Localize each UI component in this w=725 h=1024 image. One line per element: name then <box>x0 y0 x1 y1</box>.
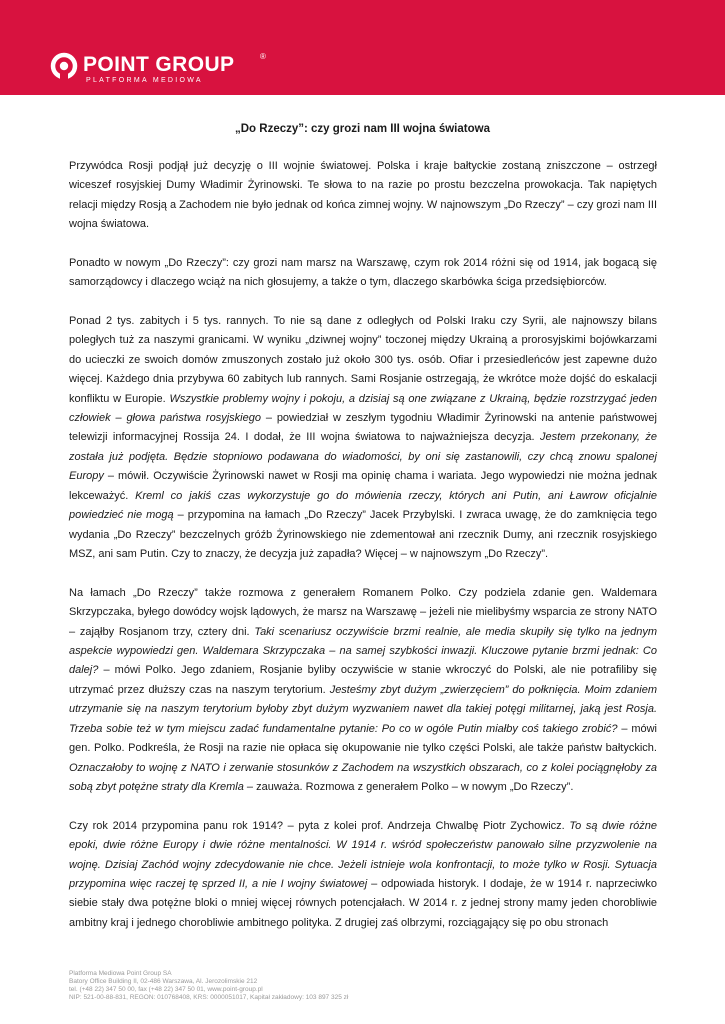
body-text-run: – mówi Polko. Jego zdaniem, Rosjanie byliby oczywiście w stanie wkroczyć do Polski, ale nie potrafiliby się utrzymać przez dłuższy czas na naszym terytorium. <box>69 664 657 696</box>
brand-logo[interactable] <box>50 52 280 94</box>
body-text-run: – przypomina na łamach „Do Rzeczy” Jacek Przybylski. I zwraca uwagę, że do zamknięcia tego wydania „Do Rzeczy” bezczelnych gróźb Żyrinowskiego nie zdementował ani rzecznik Dumy, ani rzecznik rosyjskiego MSZ, ani sam Putin. Czy to znaczy, że decyzja już zapadła? Więcej – w najnowszym „Do Rzeczy”. <box>69 509 657 561</box>
body-text-run: – odpowiada historyk. I dodaje, że w 1914 r. naprzeciwko siebie stały dwa potężne bloki o mniej więcej równych potencjałach. W 2014 r. z jednej strony mamy jeden chorobliwie ambitny kraj i jednego chorobliwie ambitnego polityka. Z drugiej zaś olbrzymi, rozciągający się po obu stronach <box>69 877 657 929</box>
body-text-run: – mówi gen. Polko. Podkreśla, że Rosji na razie nie opłaca się okupowanie nie tylko części Polski, ale także państw bałtyckich. <box>69 722 657 755</box>
point-group-ring-logo-icon <box>50 52 80 82</box>
body-text-run: Na łamach „Do Rzeczy” także rozmowa z generałem Romanem Polko. Czy podziela zdanie gen. Waldemara Skrzypczaka, byłego dowódcy wojsk lądowych, że marsz na Warszawę – jeżeli nie mielibyśmy wsparcia ze strony NATO – zająłby Rosjanom trzy, cztery dni. <box>69 586 657 638</box>
brand-tagline: PLATFORMA MEDIOWA <box>86 77 203 84</box>
brand-name: POINT GROUP <box>83 53 235 76</box>
body-text-run: – mówił. Oczywiście Żyrinowski nawet w Rosji ma opinię chama i wariata. Jego wypowiedzi nie można jednak lekceważyć. <box>69 470 657 502</box>
quote-text: Taki scenariusz oczywiście brzmi realnie, ale media skupiły się tylko na jednym aspekcie wypowiedzi gen. Waldemara Skrzypczaka – na samej szybkości inwazji. Kluczowe pytanie brzmi jednak: Co dalej? <box>69 625 658 677</box>
body-text-run: Czy rok 2014 przypomina panu rok 1914? – pyta z kolei prof. Andrzeja Chwalbę Piotr Zychowicz. <box>69 819 570 832</box>
quote-text: Jesteśmy zbyt dużym „zwierzęciem” do połknięcia. Moim zdaniem utrzymanie się na naszym terytorium byłoby zbyt dużym wyzwaniem nawet dla takiej potęgi militarnej, jaką jest Rosja. Trzeba sobie też w tym miejscu zadać fundamentalne pytanie: Po co w ogóle Putin miałby coś takiego zrobić? <box>69 683 658 735</box>
article-body <box>69 157 657 952</box>
quote-text: Kreml co jakiś czas wykorzystuje go do mówienia rzeczy, których ani Putin, ani Ławrow oficjalnie powiedzieć nie mogą <box>69 489 657 522</box>
quote-text: Oznaczałoby to wojnę z NATO i zerwanie stosunków z Zachodem na wszystkich obszarach, co z kolei pociągnęłoby za sobą zbyt potężne straty dla Kremla <box>69 761 657 794</box>
company-footer <box>69 970 669 1002</box>
footer-registration: NIP: 521-00-88-831, REGON: 010768408, KRS: 0000051017, Kapitał zakładowy: 103 897 325 zł <box>69 994 349 1001</box>
quote-text: Wszystkie problemy wojny i pokoju, a dzisiaj są one związane z Ukrainą, będzie rozstrzygać jeden człowiek – głowa państwa rosyjskiego <box>69 392 658 424</box>
footer-company-name: Platforma Mediowa Point Group SA <box>69 970 172 977</box>
header-banner <box>0 0 725 95</box>
body-text-run: – zauważa. Rozmowa z generałem Polko – w nowym „Do Rzeczy”. <box>243 781 574 794</box>
quote-text: Jestem przekonany, że została już podjęta. Będzie stopniowo podawana do wiadomości, by oni się zastanowili, czy chcą znowu spalonej Europy <box>69 431 657 483</box>
footer-address: Batory Office Building II, 02-486 Warszawa, Al. Jerozolimskie 212 <box>69 978 258 985</box>
paragraph-5 <box>69 817 657 934</box>
registered-mark: ® <box>260 52 266 61</box>
paragraph-3 <box>69 312 657 565</box>
article-title: „Do Rzeczy”: czy grozi nam III wojna światowa <box>235 123 490 135</box>
paragraph-1: Przywódca Rosji podjął już decyzję o III wojnie światowej. Polska i kraje bałtyckie zostaną zniszczone – ostrzegł wiceszef rosyjskiej Dumy Władimir Żyrinowski. Te słowa to na razie po prostu bezczelna prowokacja. Tak napiętych relacji między Rosją a Zachodem nie było jednak od końca zimnej wojny. W najnowszym „Do Rzeczy” – czy grozi nam III wojna światowa. <box>69 160 657 231</box>
body-text-run: Ponad 2 tys. zabitych i 5 tys. rannych. To nie są dane z odległych od Polski Iraku czy Syrii, ale najnowszy bilans poległych tuż za naszymi granicami. W wyniku „dziwnej wojny” toczonej między Ukrainą a prorosyjskimi bojówkarzami do ucieczki ze swoich domów zmuszonych zostało już około 300 tys. osób. Ofiar i przesiedleńców jest zapewne dużo więcej. Każdego dnia przybywa 60 zabitych lub rannych. Sami Rosjanie ostrzegają, że wkrótce może dojść do eskalacji konfliktu w Europie. <box>69 314 657 405</box>
footer-contact: tel. (+48 22) 347 50 00, fax (+48 22) 347 50 01, www.point-group.pl <box>69 986 263 993</box>
paragraph-4 <box>69 584 657 798</box>
paragraph-2: Ponadto w nowym „Do Rzeczy”: czy grozi nam marsz na Warszawę, czym rok 2014 różni się od 1914, jak bogacą się samorządowcy i dlaczego wciąż na nich głosujemy, a także o tym, dlaczego skarbówka ściga przedsiębiorców. <box>69 256 657 289</box>
quote-text: To są dwie różne epoki, dwie różne Europy i dwie różne mentalności. W 1914 r. wśród społeczeństw panowało silne przyzwolenie na wojnę. Dzisiaj Zachód wojny zdecydowanie nie chce. Jeżeli istnieje wola konfrontacji, to może tylko w Rosji. Sytuacja przypomina więc raczej tę sprzed II, a nie I wojny światowej <box>69 819 657 890</box>
body-text-run: – powiedział w zeszłym tygodniu Władimir Żyrinowski na antenie państwowej telewizji informacyjnej Rossija 24. I dodał, że III wojna światowa to najważniejsza decyzja. <box>69 411 657 444</box>
